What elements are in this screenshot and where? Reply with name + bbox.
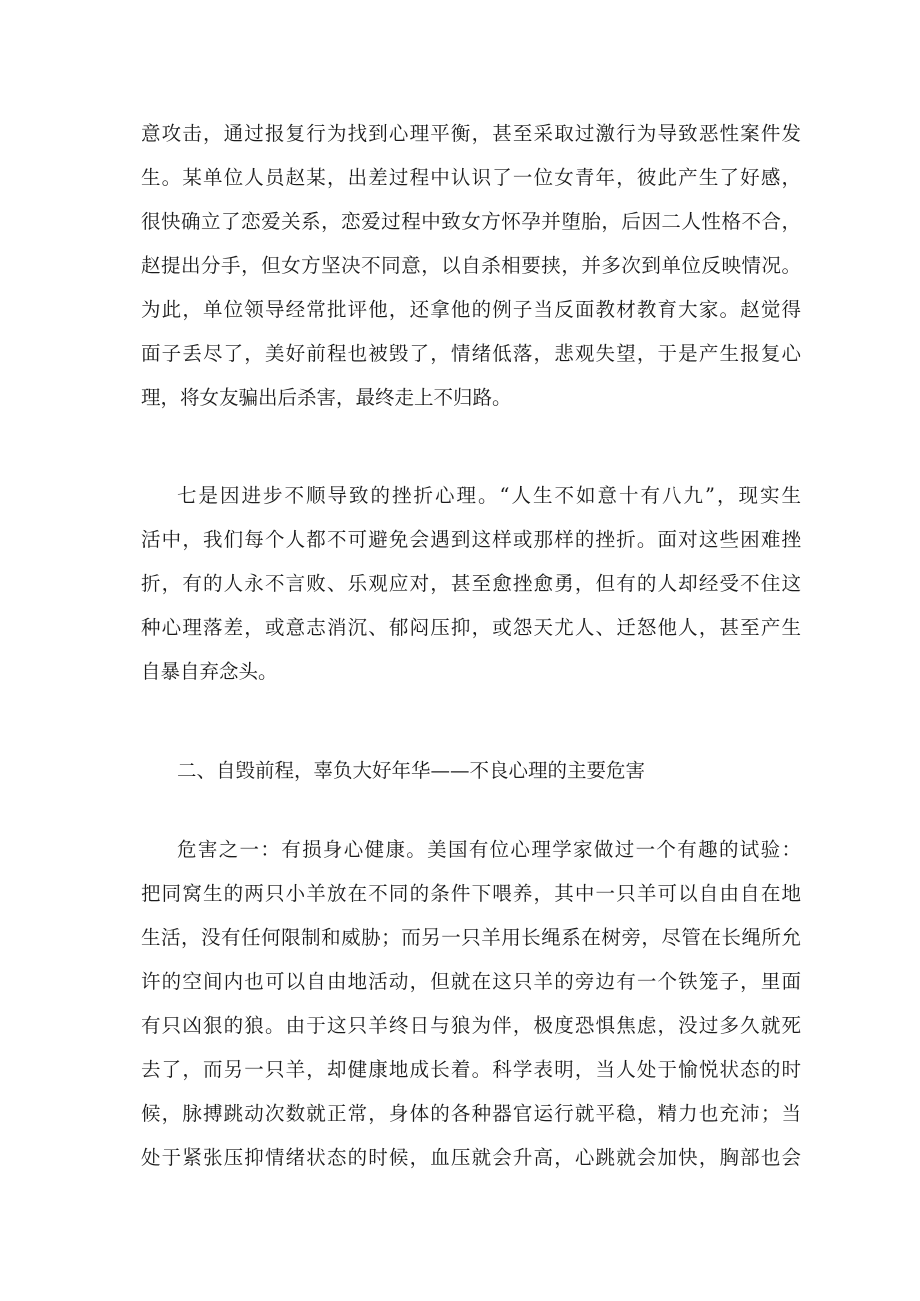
text-line: 折，有的人永不言败、乐观应对，甚至愈挫愈勇，但有的人却经受不住这 bbox=[141, 572, 801, 595]
section-heading: 二、自毁前程，辜负大好年华——不良心理的主要危害 bbox=[177, 759, 646, 782]
text-line: 许的空间内也可以自由地活动，但就在这只羊的旁边有一个铁笼子，里面 bbox=[141, 970, 801, 993]
text-line: 赵提出分手，但女方坚决不同意，以自杀相要挟，并多次到单位反映情况。 bbox=[141, 254, 801, 277]
text-line: 自暴自弃念头。 bbox=[141, 660, 278, 683]
text-line: 把同窝生的两只小羊放在不同的条件下喂养，其中一只羊可以自由自在地 bbox=[141, 882, 801, 905]
text-line: 很快确立了恋爱关系，恋爱过程中致女方怀孕并堕胎，后因二人性格不合， bbox=[141, 210, 801, 233]
text-line: 意攻击，通过报复行为找到心理平衡，甚至采取过激行为导致恶性案件发 bbox=[141, 122, 801, 145]
text-line: 活中，我们每个人都不可避免会遇到这样或那样的挫折。面对这些困难挫 bbox=[141, 528, 801, 551]
text-line: 生。某单位人员赵某，出差过程中认识了一位女青年，彼此产生了好感， bbox=[141, 166, 801, 189]
text-line: 有只凶狠的狼。由于这只羊终日与狼为伴，极度恐惧焦虑，没过多久就死 bbox=[141, 1014, 801, 1037]
paragraph-harm-one bbox=[141, 828, 801, 1180]
text-line: 候，脉搏跳动次数就正常，身体的各种器官运行就平稳，精力也充沛；当 bbox=[141, 1102, 801, 1125]
paragraph-revenge-case bbox=[141, 112, 801, 420]
text-line: 理，将女友骗出后杀害，最终走上不归路。 bbox=[141, 386, 512, 409]
paragraph-frustration bbox=[141, 474, 801, 694]
text-line: 种心理落差，或意志消沉、郁闷压抑，或怨天尤人、迁怒他人，甚至产生 bbox=[141, 616, 801, 639]
text-line: 处于紧张压抑情绪状态的时候，血压就会升高，心跳就会加快，胸部也会 bbox=[141, 1146, 801, 1169]
text-line: 面子丢尽了，美好前程也被毁了，情绪低落，悲观失望，于是产生报复心 bbox=[141, 342, 801, 365]
text-line: 为此，单位领导经常批评他，还拿他的例子当反面教材教育大家。赵觉得 bbox=[141, 298, 801, 321]
text-line: 生活，没有任何限制和威胁；而另一只羊用长绳系在树旁，尽管在长绳所允 bbox=[141, 926, 801, 949]
text-line: 去了，而另一只羊，却健康地成长着。科学表明，当人处于愉悦状态的时 bbox=[141, 1058, 801, 1081]
text-line: 危害之一：有损身心健康。美国有位心理学家做过一个有趣的试验： bbox=[177, 838, 801, 861]
text-line: 七是因进步不顺导致的挫折心理。“人生不如意十有八九”，现实生 bbox=[177, 484, 801, 507]
